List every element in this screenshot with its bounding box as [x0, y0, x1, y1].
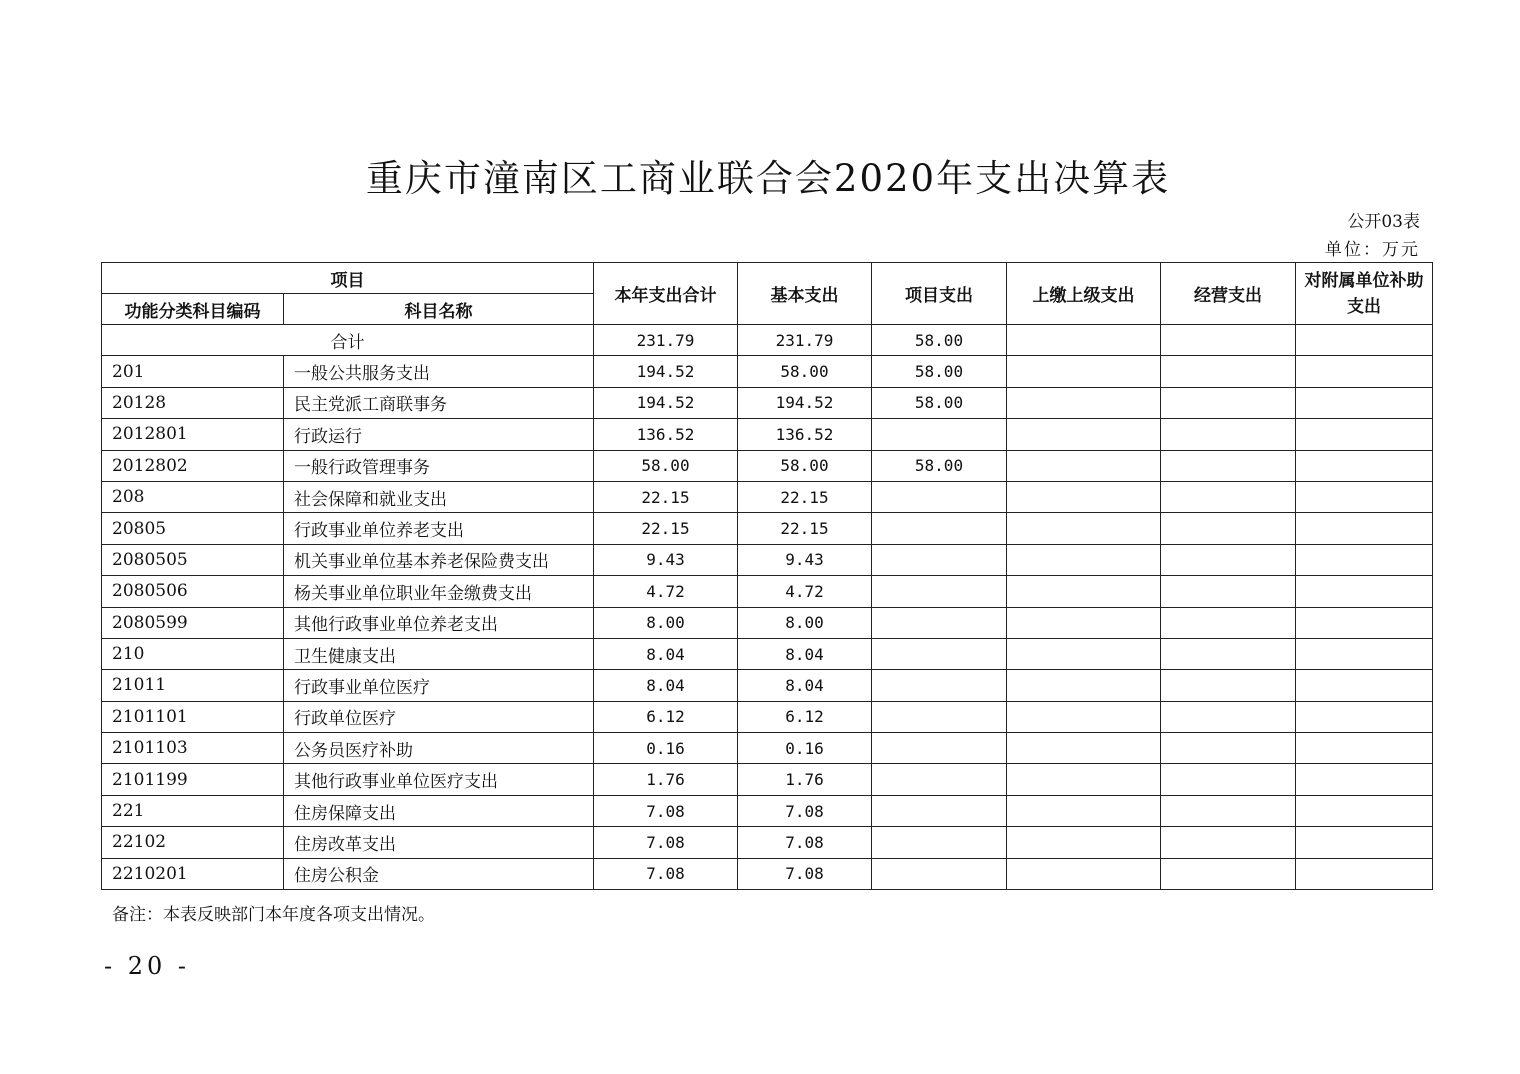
row-basic: 4.72 — [738, 576, 872, 607]
row-business — [1161, 858, 1296, 889]
row-project: 58.00 — [872, 356, 1007, 387]
row-subsidy — [1296, 764, 1433, 795]
row-name: 其他行政事业单位养老支出 — [284, 607, 594, 638]
row-subsidy — [1296, 827, 1433, 858]
row-upper — [1007, 450, 1161, 481]
row-subsidy — [1296, 858, 1433, 889]
table-row — [102, 858, 1433, 889]
row-code: 20805 — [102, 513, 284, 544]
table-row — [102, 764, 1433, 795]
row-name: 其他行政事业单位医疗支出 — [284, 764, 594, 795]
row-project — [872, 513, 1007, 544]
row-code: 2080506 — [102, 576, 284, 607]
row-basic: 22.15 — [738, 481, 872, 512]
expenditure-table — [101, 262, 1433, 890]
row-project — [872, 638, 1007, 669]
row-total: 8.04 — [594, 638, 738, 669]
row-name: 行政单位医疗 — [284, 701, 594, 732]
row-project — [872, 764, 1007, 795]
row-business — [1161, 544, 1296, 575]
row-code: 2080599 — [102, 607, 284, 638]
total-project: 58.00 — [872, 325, 1007, 356]
row-subsidy — [1296, 544, 1433, 575]
row-basic: 8.04 — [738, 638, 872, 669]
row-business — [1161, 764, 1296, 795]
row-project — [872, 827, 1007, 858]
row-subsidy — [1296, 733, 1433, 764]
row-total: 1.76 — [594, 764, 738, 795]
row-basic: 136.52 — [738, 419, 872, 450]
row-project — [872, 419, 1007, 450]
row-name: 行政事业单位养老支出 — [284, 513, 594, 544]
row-business — [1161, 576, 1296, 607]
row-basic: 8.04 — [738, 670, 872, 701]
row-subsidy — [1296, 607, 1433, 638]
row-total: 8.04 — [594, 670, 738, 701]
row-project — [872, 544, 1007, 575]
table-row — [102, 481, 1433, 512]
row-code: 2101101 — [102, 701, 284, 732]
row-project — [872, 795, 1007, 826]
row-upper — [1007, 670, 1161, 701]
row-upper — [1007, 419, 1161, 450]
header-total: 本年支出合计 — [594, 263, 738, 325]
row-upper — [1007, 607, 1161, 638]
header-subsidy: 对附属单位补助支出 — [1296, 263, 1433, 325]
row-name: 社会保障和就业支出 — [284, 481, 594, 512]
row-name: 卫生健康支出 — [284, 638, 594, 669]
row-upper — [1007, 513, 1161, 544]
table-row — [102, 638, 1433, 669]
row-business — [1161, 356, 1296, 387]
row-project — [872, 733, 1007, 764]
row-name: 一般公共服务支出 — [284, 356, 594, 387]
row-basic: 194.52 — [738, 387, 872, 418]
header-business: 经营支出 — [1161, 263, 1296, 325]
page-title: 重庆市潼南区工商业联合会2020年支出决算表 — [365, 157, 1171, 200]
row-name: 公务员医疗补助 — [284, 733, 594, 764]
table-row — [102, 419, 1433, 450]
row-total: 9.43 — [594, 544, 738, 575]
row-upper — [1007, 387, 1161, 418]
footnote: 备注：本表反映部门本年度各项支出情况。 — [112, 905, 435, 925]
table-row — [102, 513, 1433, 544]
row-code: 2012801 — [102, 419, 284, 450]
row-project — [872, 670, 1007, 701]
total-row — [102, 325, 1433, 356]
total-label: 合计 — [102, 325, 594, 356]
row-business — [1161, 513, 1296, 544]
table-number: 公开03表 — [1347, 212, 1420, 232]
row-total: 194.52 — [594, 387, 738, 418]
row-basic: 9.43 — [738, 544, 872, 575]
total-sum: 231.79 — [594, 325, 738, 356]
header-project: 项目 — [102, 263, 594, 294]
row-code: 21011 — [102, 670, 284, 701]
header-code: 功能分类科目编码 — [102, 294, 284, 325]
row-business — [1161, 387, 1296, 418]
row-project: 58.00 — [872, 450, 1007, 481]
table-row — [102, 701, 1433, 732]
row-subsidy — [1296, 701, 1433, 732]
total-business — [1161, 325, 1296, 356]
table-row — [102, 795, 1433, 826]
row-total: 194.52 — [594, 356, 738, 387]
row-total: 7.08 — [594, 827, 738, 858]
row-subsidy — [1296, 481, 1433, 512]
row-basic: 7.08 — [738, 827, 872, 858]
row-business — [1161, 733, 1296, 764]
row-total: 0.16 — [594, 733, 738, 764]
row-basic: 58.00 — [738, 356, 872, 387]
row-code: 2101103 — [102, 733, 284, 764]
row-name: 杨关事业单位职业年金缴费支出 — [284, 576, 594, 607]
row-upper — [1007, 795, 1161, 826]
row-subsidy — [1296, 356, 1433, 387]
row-project — [872, 607, 1007, 638]
row-upper — [1007, 576, 1161, 607]
table-row — [102, 827, 1433, 858]
row-basic: 6.12 — [738, 701, 872, 732]
row-subsidy — [1296, 450, 1433, 481]
total-upper — [1007, 325, 1161, 356]
row-upper — [1007, 481, 1161, 512]
table-row — [102, 450, 1433, 481]
table-row — [102, 670, 1433, 701]
row-name: 民主党派工商联事务 — [284, 387, 594, 418]
row-business — [1161, 419, 1296, 450]
row-business — [1161, 481, 1296, 512]
row-total: 58.00 — [594, 450, 738, 481]
row-name: 住房保障支出 — [284, 795, 594, 826]
row-basic: 0.16 — [738, 733, 872, 764]
header-upper-level: 上缴上级支出 — [1007, 263, 1161, 325]
row-upper — [1007, 764, 1161, 795]
row-upper — [1007, 356, 1161, 387]
row-code: 2080505 — [102, 544, 284, 575]
row-subsidy — [1296, 576, 1433, 607]
row-subsidy — [1296, 387, 1433, 418]
row-business — [1161, 607, 1296, 638]
row-basic: 58.00 — [738, 450, 872, 481]
row-name: 行政事业单位医疗 — [284, 670, 594, 701]
row-code: 208 — [102, 481, 284, 512]
row-subsidy — [1296, 513, 1433, 544]
row-code: 20128 — [102, 387, 284, 418]
table-row — [102, 607, 1433, 638]
header-basic: 基本支出 — [738, 263, 872, 325]
row-upper — [1007, 827, 1161, 858]
row-subsidy — [1296, 670, 1433, 701]
row-subsidy — [1296, 419, 1433, 450]
row-project — [872, 481, 1007, 512]
row-basic: 1.76 — [738, 764, 872, 795]
row-total: 4.72 — [594, 576, 738, 607]
row-basic: 8.00 — [738, 607, 872, 638]
table-row — [102, 733, 1433, 764]
row-name: 住房公积金 — [284, 858, 594, 889]
row-total: 7.08 — [594, 858, 738, 889]
row-name: 一般行政管理事务 — [284, 450, 594, 481]
table-row — [102, 387, 1433, 418]
row-project — [872, 576, 1007, 607]
row-total: 8.00 — [594, 607, 738, 638]
row-upper — [1007, 638, 1161, 669]
row-upper — [1007, 733, 1161, 764]
row-business — [1161, 450, 1296, 481]
row-total: 6.12 — [594, 701, 738, 732]
header-name: 科目名称 — [284, 294, 594, 325]
row-basic: 7.08 — [738, 858, 872, 889]
row-code: 210 — [102, 638, 284, 669]
row-project: 58.00 — [872, 387, 1007, 418]
row-name: 行政运行 — [284, 419, 594, 450]
total-basic: 231.79 — [738, 325, 872, 356]
row-name: 机关事业单位基本养老保险费支出 — [284, 544, 594, 575]
header-project-expenditure: 项目支出 — [872, 263, 1007, 325]
row-code: 221 — [102, 795, 284, 826]
row-upper — [1007, 858, 1161, 889]
row-upper — [1007, 544, 1161, 575]
row-business — [1161, 670, 1296, 701]
row-code: 2101199 — [102, 764, 284, 795]
table-row — [102, 356, 1433, 387]
row-total: 22.15 — [594, 513, 738, 544]
row-code: 2012802 — [102, 450, 284, 481]
row-total: 136.52 — [594, 419, 738, 450]
row-business — [1161, 638, 1296, 669]
total-subsidy — [1296, 325, 1433, 356]
row-total: 22.15 — [594, 481, 738, 512]
row-business — [1161, 827, 1296, 858]
row-basic: 7.08 — [738, 795, 872, 826]
row-name: 住房改革支出 — [284, 827, 594, 858]
page-number: - 20 - — [104, 952, 191, 980]
unit-label: 单位：万元 — [1325, 240, 1420, 260]
row-code: 2210201 — [102, 858, 284, 889]
table-row — [102, 544, 1433, 575]
row-upper — [1007, 701, 1161, 732]
row-basic: 22.15 — [738, 513, 872, 544]
row-business — [1161, 701, 1296, 732]
row-project — [872, 858, 1007, 889]
row-subsidy — [1296, 638, 1433, 669]
row-total: 7.08 — [594, 795, 738, 826]
row-code: 22102 — [102, 827, 284, 858]
table-row — [102, 576, 1433, 607]
row-code: 201 — [102, 356, 284, 387]
row-subsidy — [1296, 795, 1433, 826]
row-business — [1161, 795, 1296, 826]
row-project — [872, 701, 1007, 732]
